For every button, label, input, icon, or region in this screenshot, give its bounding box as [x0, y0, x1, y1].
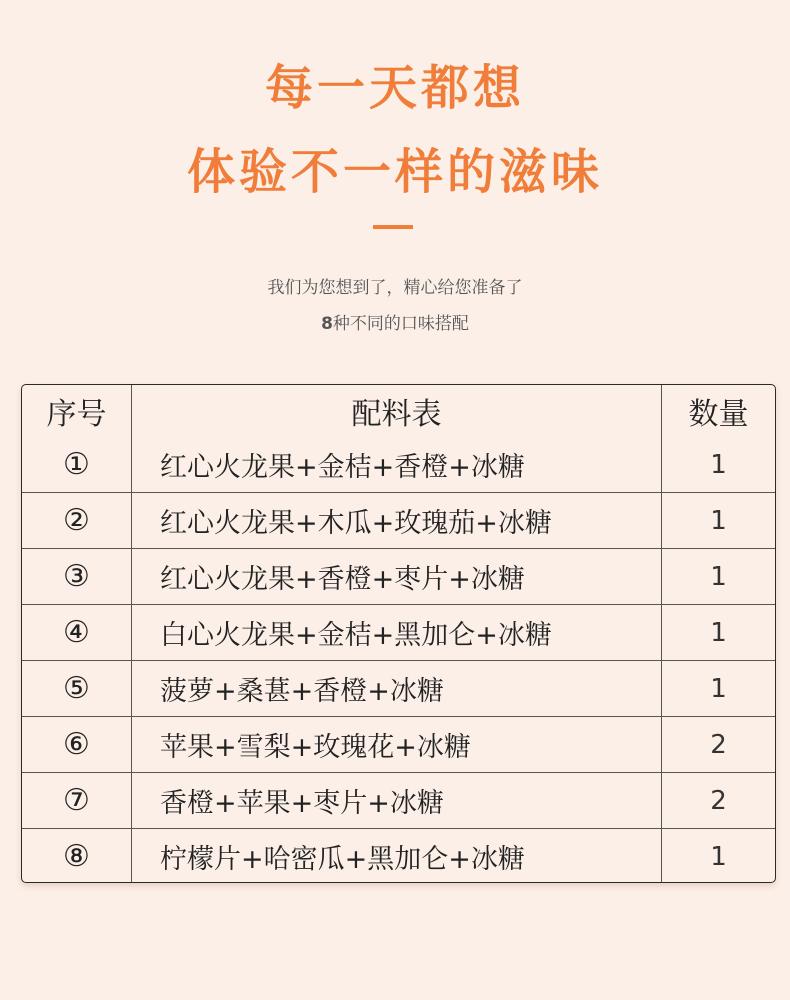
row-index: ⑤ [22, 661, 132, 717]
table-header-row [22, 385, 775, 437]
headline-line-2: 体验不一样的滋味 [186, 144, 603, 200]
row-index: ③ [22, 549, 132, 605]
table-row [22, 661, 775, 717]
ingredients-table [21, 384, 776, 883]
row-ingredients: 柠檬片+哈密瓜+黑加仑+冰糖 [132, 829, 662, 884]
table-row [22, 829, 775, 884]
row-quantity: 1 [662, 437, 776, 493]
row-quantity: 1 [662, 829, 776, 884]
subtitle-line-2-text: 种不同的口味搭配 [332, 314, 469, 334]
row-quantity: 2 [662, 773, 776, 829]
table-row [22, 549, 775, 605]
flavor-count: 8 [321, 314, 333, 334]
table-row [22, 605, 775, 661]
row-ingredients: 香橙+苹果+枣片+冰糖 [132, 773, 662, 829]
row-index: ④ [22, 605, 132, 661]
row-ingredients: 菠萝+桑葚+香橙+冰糖 [132, 661, 662, 717]
table-row [22, 773, 775, 829]
row-ingredients: 白心火龙果+金桔+黑加仑+冰糖 [132, 605, 662, 661]
row-quantity: 1 [662, 661, 776, 717]
table-row [22, 437, 775, 493]
row-quantity: 1 [662, 605, 776, 661]
table-row [22, 493, 775, 549]
row-ingredients: 红心火龙果+金桔+香橙+冰糖 [132, 437, 662, 493]
row-index: ① [22, 437, 132, 493]
headline-line-1: 每一天都想 [264, 60, 525, 116]
header-index: 序号 [22, 385, 132, 437]
header-quantity: 数量 [662, 385, 776, 437]
row-index: ⑧ [22, 829, 132, 884]
headline-divider [373, 225, 413, 229]
row-ingredients: 苹果+雪梨+玫瑰花+冰糖 [132, 717, 662, 773]
row-index: ⑦ [22, 773, 132, 829]
header-ingredients: 配料表 [132, 385, 662, 437]
row-quantity: 1 [662, 493, 776, 549]
table-row [22, 717, 775, 773]
row-index: ② [22, 493, 132, 549]
row-quantity: 2 [662, 717, 776, 773]
subtitle-line-2 [0, 312, 790, 336]
row-index: ⑥ [22, 717, 132, 773]
subtitle-line-1: 我们为您想到了，精心给您准备了 [267, 278, 523, 298]
row-ingredients: 红心火龙果+木瓜+玫瑰茄+冰糖 [132, 493, 662, 549]
row-quantity: 1 [662, 549, 776, 605]
row-ingredients: 红心火龙果+香橙+枣片+冰糖 [132, 549, 662, 605]
